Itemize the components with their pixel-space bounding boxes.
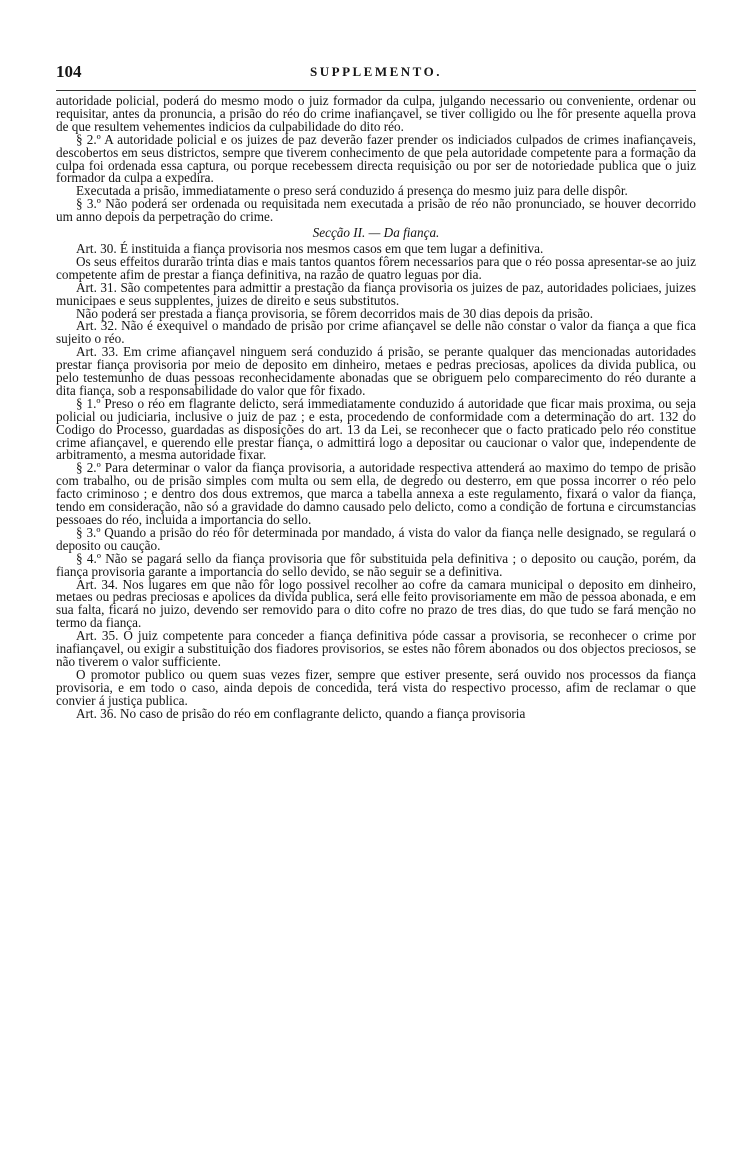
article-paragraph: Art. 34. Nos lugares em que não fôr logo possivel recolher ao cofre da camara municipal o deposito em dinheiro, metaes ou pedras preciosas e apolices da divida publica, será elle feito provisoriamente em mão de pessoa abonada, e em sua falta, ficará no juizo, devendo ser removido para o dito cofre no prazo de tres dias, do que tudo se fará menção no termo da fiança. — [56, 576, 696, 631]
article-paragraph: Art. 36. No caso de prisão do réo em conflagrante delicto, quando a fiança provisoria — [76, 705, 526, 721]
article-paragraph: Art. 30. É instituida a fiança provisoria nos mesmos casos em que tem lugar a definitiva. — [76, 240, 544, 256]
article-paragraph: O promotor publico ou quem suas vezes fizer, sempre que estiver presente, será ouvido nos processos da fiança provisoria, e em todo o caso, ainda depois de concedida, terá vista do respectivo processo, afim de reclamar o que convier á justiça publica. — [56, 666, 696, 708]
article-paragraph: Art. 35. O juiz competente para conceder a fiança definitiva póde cassar a provisoria, se reconhecer o crime por inafiançavel, ou exigir a substituição dos fiadores provisorios, se estes não fôrem abonados ou dos objectos preciosos, se não tiverem o valor sufficiente. — [56, 628, 696, 669]
paragraph: Executada a prisão, immediatamente o preso será conduzido á presença do mesmo juiz para delle dispôr. — [76, 183, 628, 199]
running-title: SUPPLEMENTO. — [310, 64, 442, 79]
paragraph: autoridade policial, poderá do mesmo modo o juiz formador da culpa, julgando necessario ou conveniente, ordenar ou requisitar, antes da pronuncia, a prisão do réo do crime inafiançavel, se tiver colligido ou lhe fôr presente aquella prova de que resultem vehementes indicios da culpabilidade do dito réo. — [56, 93, 696, 134]
paragraph: § 3.º Não poderá ser ordenada ou requisitada nem executada a prisão de réo não pronunciado, se houver decorrido um anno depois da perpetração do crime. — [56, 196, 696, 225]
paragraph: § 2.º A autoridade policial e os juizes de paz deverão fazer prender os indiciados culpados de crimes inafiançaveis, descobertos em seus districtos, sempre que tiverem conhecimento de que pela autoridade competente para a formação da culpa foi ordenada essa captura, ou porque recebessem directa requisição ou por ser de notoriedade publica que o juiz formador da culpa a expedira. — [56, 131, 696, 186]
article-paragraph: Os seus effeitos durarão trinta dias e mais tantos quantos fôrem necessarios para que o réo possa apresentar-se ao juiz competente afim de prestar a fiança definitiva, na razão de quatro leguas por dia. — [56, 253, 696, 282]
article-paragraph: Art. 32. Não é exequivel o mandado de prisão por crime afiançavel se delle não constar o valor da fiança a que fica sujeito o réo. — [56, 318, 696, 347]
article-paragraph: Art. 31. São competentes para admittir a prestação da fiança provisoria os juizes de paz, autoridades policiaes, juizes municipaes e seus supplentes, juizes de direito e seus substitutos. — [56, 279, 696, 308]
article-paragraph: § 3.º Quando a prisão do réo fôr determinada por mandado, á vista do valor da fiança nelle designado, se regulará o deposito ou caução. — [56, 524, 696, 553]
article-paragraph: § 2.º Para determinar o valor da fiança provisoria, a autoridade respectiva attenderá ao maximo do tempo de prisão com trabalho, ou de prisão simples com multa ou sem ella, de degredo ou desterro, em que possa incorrer o réo pelo facto criminoso ; e dentro dos dous extremos, que marca a tabella annexa a este regulamento, fixará o valor da fiança, tendo em consideração, não só a gravidade do damno causado pelo delicto, como a condição de fortuna e circumstancias pessoaes do réo, incluida a importancia do sello. — [56, 460, 696, 527]
article-paragraph: Art. 33. Em crime afiançavel ninguem será conduzido á prisão, se perante qualquer das mencionadas autoridades prestar fiança provisoria por meio de deposito em dinheiro, metaes e pedras preciosas, apolices da divida publica, ou pelo testemunho de duas pessoas reconhecidamente abonadas que se obriguem pelo comparecimento do réo durante a dita fiança, sob a responsabilidade do valor que fôr fixado. — [56, 344, 696, 398]
header-rule — [56, 90, 696, 91]
article-paragraph: § 4.º Não se pagará sello da fiança provisoria que fôr substituida pela definitiva ; o deposito ou caução, porém, da fiança provisoria garante a importancia do sello devido, se não seguir se a definitiva. — [56, 550, 696, 579]
page-body — [56, 95, 696, 721]
page-header — [56, 62, 696, 80]
article-paragraph: § 1.º Preso o réo em flagrante delicto, será immediatamente conduzido á autoridade que ficar mais proxima, ou seja policial ou judiciaria, inclusive o juiz de paz ; e esta, procedendo de conformidade com a determinação do art. 132 do Codigo do Processo, guardadas as disposições do art. 13 da Lei, se reconhecer que o facto praticado pelo réo constitue crime afiançavel, e querendo elle prestar fiança, o admittirá logo a depositar ou caucionar o valor que, independente de arbitramento, a mesma autoridade fixar. — [56, 395, 696, 463]
article-paragraph: Não poderá ser prestada a fiança provisoria, se fôrem decorridos mais de 30 dias depois da prisão. — [76, 305, 594, 321]
section-heading: Secção II. — Da fiança. — [312, 225, 440, 241]
page-number: 104 — [56, 62, 82, 81]
